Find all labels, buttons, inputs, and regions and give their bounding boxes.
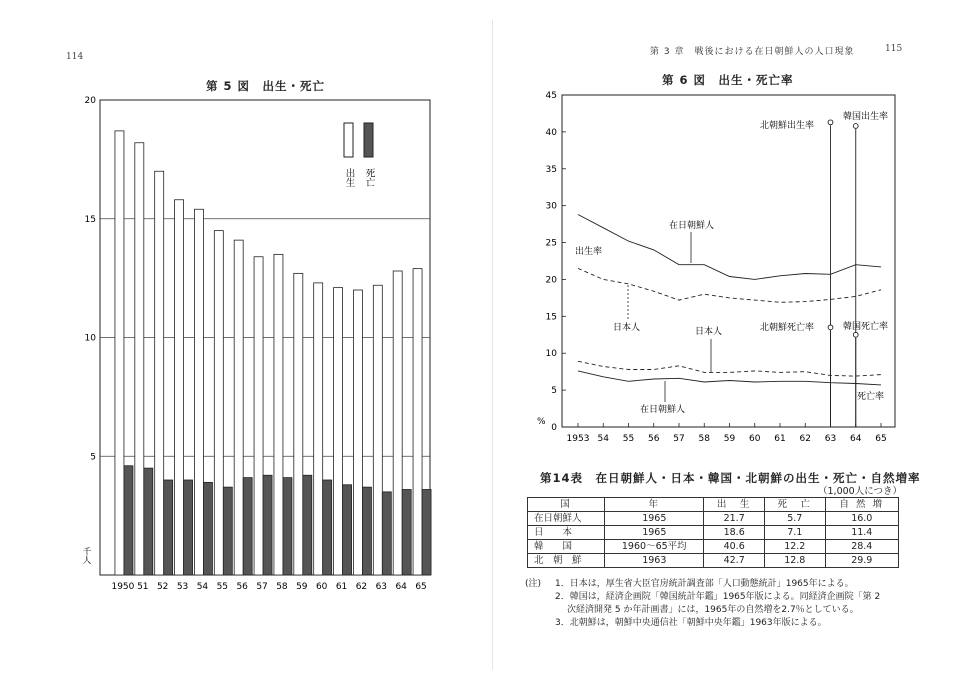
y-tick-label: 35: [545, 164, 557, 175]
bar-birth: [373, 285, 382, 575]
x-tick-label: 55: [216, 582, 229, 592]
bar-birth: [175, 200, 184, 575]
x-tick-label: 1953: [566, 434, 590, 444]
x-tick-label: 53: [176, 582, 189, 592]
table-row: [528, 540, 899, 554]
cell-birth: 18.6: [704, 526, 765, 540]
marker-point: [828, 120, 833, 125]
series-line: [578, 268, 881, 302]
legend-birth-swatch: [344, 123, 353, 157]
page-fold: [492, 20, 493, 670]
bar-death: [382, 492, 391, 575]
bar-death: [402, 490, 411, 576]
cell-increase: 16.0: [825, 512, 898, 526]
figure6-frame: [562, 95, 895, 427]
x-tick-label: 61: [774, 434, 786, 444]
running-header: 第 3 章 戦後における在日朝鮮人の人口現象: [650, 47, 855, 57]
note-line: 2．韓国は，経済企画院「韓国統計年鑑」1965年版による。同経済企画院「第 2: [555, 592, 881, 602]
bar-birth: [314, 283, 323, 575]
bar-birth: [115, 131, 124, 575]
cell-birth: 40.6: [704, 540, 765, 554]
bar-birth: [393, 271, 402, 575]
label-sk-birth: 韓国出生率: [843, 112, 889, 122]
x-tick-label: 54: [196, 582, 209, 592]
cell-year: 1963: [605, 554, 704, 568]
cell-country: 在日朝鮮人: [528, 512, 605, 526]
x-tick-label: 56: [236, 582, 248, 592]
x-tick-label: 58: [698, 434, 710, 444]
label-korean-birth: 在日朝鮮人: [669, 221, 715, 231]
cell-birth: 42.7: [704, 554, 765, 568]
y-tick-label: 10: [84, 333, 96, 344]
cell-year: 1960～65平均: [605, 540, 704, 554]
bar-death: [343, 485, 352, 575]
bar-birth: [353, 290, 362, 575]
table-row: [528, 512, 899, 526]
y-tick-label: 10: [545, 349, 557, 360]
note-line: 次経済開発 5 か年計画書」には，1965年の自然増を2.7％としている。: [567, 605, 859, 615]
x-tick-label: 56: [648, 434, 660, 444]
bar-death: [283, 478, 292, 575]
x-tick-label: 65: [415, 582, 427, 592]
legend-death-swatch: [364, 123, 373, 157]
marker-point: [853, 124, 858, 129]
x-tick-label: 64: [395, 582, 407, 592]
table14-title: 第14表 在日朝鮮人・日本・韓国・北朝鮮の出生・死亡・自然増率: [540, 471, 921, 485]
y-tick-label: 20: [84, 96, 96, 106]
figure6-line-chart: [525, 85, 905, 450]
series-line: [578, 371, 881, 385]
bar-birth: [155, 171, 164, 575]
bar-death: [263, 475, 272, 575]
bar-birth: [334, 288, 343, 575]
y-tick-label: 45: [545, 91, 557, 101]
table14-unit: （1,000人につき）: [818, 486, 903, 497]
bar-death: [422, 490, 431, 576]
label-japanese-birth: 日本人: [613, 323, 641, 333]
note-line: 1．日本は，厚生省大臣官房統計調査部「人口動態統計」1965年による。: [555, 579, 854, 589]
bar-death: [184, 480, 193, 575]
bar-birth: [214, 231, 223, 575]
col-natural-increase: 自 然 増: [825, 498, 898, 512]
cell-increase: 29.9: [825, 554, 898, 568]
x-tick-label: 57: [673, 434, 685, 444]
y-tick-label: 25: [545, 238, 557, 249]
cell-country: 北 朝 鮮: [528, 554, 605, 568]
page-number-left: 114: [66, 52, 84, 62]
x-tick-label: 59: [296, 582, 308, 592]
bar-death: [144, 468, 153, 575]
legend-death-label: 死亡: [363, 168, 375, 187]
bar-birth: [135, 143, 144, 575]
cell-country: 韓 国: [528, 540, 605, 554]
x-tick-label: 61: [335, 582, 348, 592]
marker-point: [828, 325, 833, 330]
notes-label: (注): [525, 579, 542, 589]
label-nk-birth: 北朝鮮出生率: [760, 121, 815, 131]
series-line: [578, 361, 881, 376]
bar-death: [243, 478, 252, 575]
bar-birth: [234, 240, 243, 575]
cell-year: 1965: [605, 526, 704, 540]
bar-death: [303, 475, 312, 575]
bar-birth: [194, 209, 203, 575]
bar-birth: [413, 269, 422, 575]
table-row: [528, 526, 899, 540]
bar-death: [362, 487, 371, 575]
bar-death: [164, 480, 173, 575]
bar-death: [323, 480, 332, 575]
figure5-bar-chart: [60, 90, 445, 605]
cell-birth: 21.7: [704, 512, 765, 526]
table-notes: [525, 578, 880, 630]
marker-point: [853, 332, 858, 337]
col-death: 死 亡: [764, 498, 825, 512]
y-tick-label: 15: [545, 312, 557, 323]
col-country: 国: [528, 498, 605, 512]
figure5-legend: [344, 123, 376, 187]
cell-death: 12.2: [764, 540, 825, 554]
x-tick-label: 54: [597, 434, 609, 444]
x-tick-label: 51: [137, 582, 149, 592]
x-tick-label: 64: [850, 434, 862, 444]
bar-death: [223, 487, 232, 575]
x-tick-label: 52: [156, 582, 169, 592]
x-tick-label: 62: [799, 434, 811, 444]
x-tick-label: 63: [375, 582, 388, 592]
x-tick-label: 57: [256, 582, 268, 592]
page-number-right: 115: [885, 44, 903, 54]
cell-increase: 28.4: [825, 540, 898, 554]
cell-death: 7.1: [764, 526, 825, 540]
figure6-annotations: [575, 110, 888, 415]
x-tick-label: 62: [355, 582, 368, 592]
x-tick-label: 65: [875, 434, 887, 444]
figure6-title: 第 6 図 出生・死亡率: [662, 73, 794, 87]
y-tick-label: 5: [551, 386, 557, 397]
x-tick-label: 59: [723, 434, 736, 444]
bar-birth: [274, 254, 283, 575]
bar-birth: [294, 273, 303, 575]
x-tick-label: 63: [824, 434, 837, 444]
y-tick-label: 15: [84, 214, 96, 225]
table-header-row: [528, 498, 899, 512]
cell-increase: 11.4: [825, 526, 898, 540]
label-sk-death: 韓国死亡率: [843, 322, 889, 332]
cell-death: 12.8: [764, 554, 825, 568]
cell-death: 5.7: [764, 512, 825, 526]
bar-death: [124, 466, 133, 575]
x-tick-label: 1950: [111, 582, 135, 592]
label-death-rate: 死亡率: [857, 392, 885, 402]
col-birth: 出 生: [704, 498, 765, 512]
table-row: [528, 554, 899, 568]
cell-year: 1965: [605, 512, 704, 526]
figure6-unit-label: %: [537, 417, 546, 427]
x-tick-label: 60: [749, 434, 761, 444]
table14: [527, 497, 899, 568]
cell-country: 日 本: [528, 526, 605, 540]
figure5-title: 第 5 図 出生・死亡: [206, 79, 326, 93]
y-tick-label: 0: [551, 423, 557, 433]
label-nk-death: 北朝鮮死亡率: [760, 323, 815, 333]
y-tick-label: 20: [545, 275, 557, 286]
x-tick-label: 60: [315, 582, 328, 592]
note-line: 3．北朝鮮は，朝鮮中央通信社「朝鮮中央年鑑」1963年版による。: [555, 618, 827, 628]
bar-death: [203, 482, 212, 575]
series-line: [578, 215, 881, 280]
legend-birth-label: 出生: [343, 168, 355, 187]
label-japanese-death: 日本人: [695, 327, 723, 337]
y-tick-label: 5: [90, 452, 96, 463]
y-tick-label: 30: [545, 201, 557, 212]
label-korean-death: 在日朝鮮人: [640, 405, 686, 415]
figure5-unit-label: 千人: [81, 547, 91, 564]
y-tick-label: 40: [545, 127, 557, 138]
x-tick-label: 55: [622, 434, 635, 444]
bar-birth: [254, 257, 263, 575]
col-year: 年: [605, 498, 704, 512]
label-birth-rate: 出生率: [575, 247, 603, 257]
x-tick-label: 58: [276, 582, 288, 592]
